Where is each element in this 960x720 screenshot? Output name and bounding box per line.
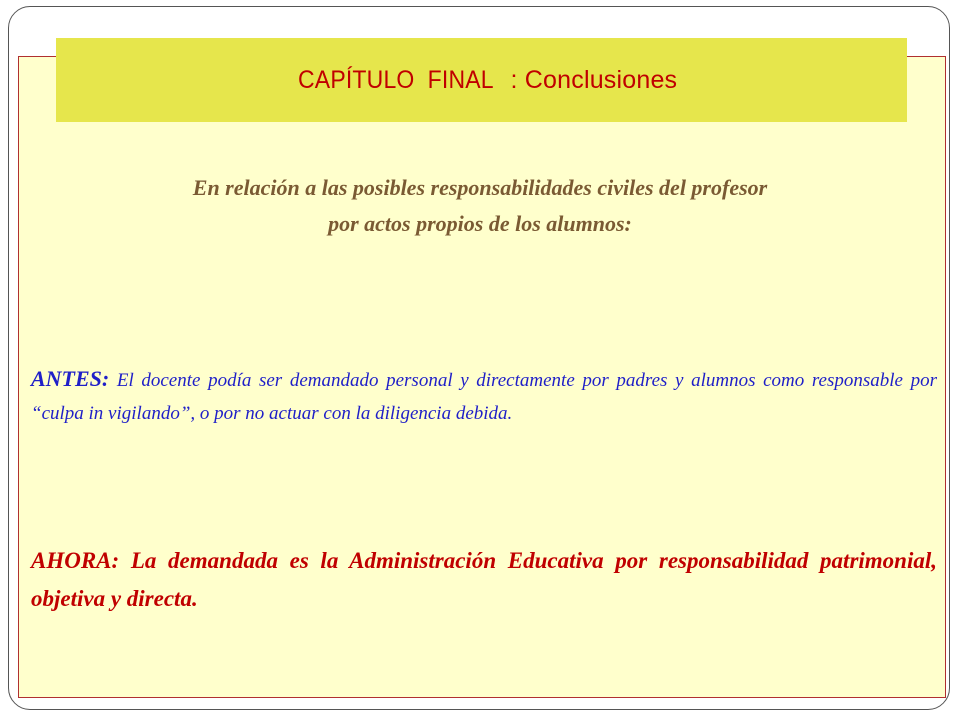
ahora-label: AHORA: <box>31 548 120 573</box>
ahora-paragraph <box>31 542 937 618</box>
slide-title-chapter: CAPÍTULO FINAL <box>297 65 494 94</box>
subtitle-line-2: por actos propios de los alumnos: <box>328 211 632 236</box>
ahora-text: La demandada es la Administración Educativa por responsabilidad patrimonial, objetiva y directa. <box>31 548 937 611</box>
subtitle <box>30 170 930 242</box>
slide-title <box>298 66 678 95</box>
antes-label: ANTES: <box>31 366 110 391</box>
subtitle-line-1: En relación a las posibles responsabilidades civiles del profesor <box>192 175 768 200</box>
title-band <box>56 38 907 122</box>
antes-text: El docente podía ser demandado personal y directamente por padres y alumnos como responsable por “culpa in vigilando”, o por no actuar con la diligencia debida. <box>31 370 937 424</box>
slide-title-topic: : Conclusiones <box>510 65 678 94</box>
antes-paragraph <box>31 362 937 430</box>
